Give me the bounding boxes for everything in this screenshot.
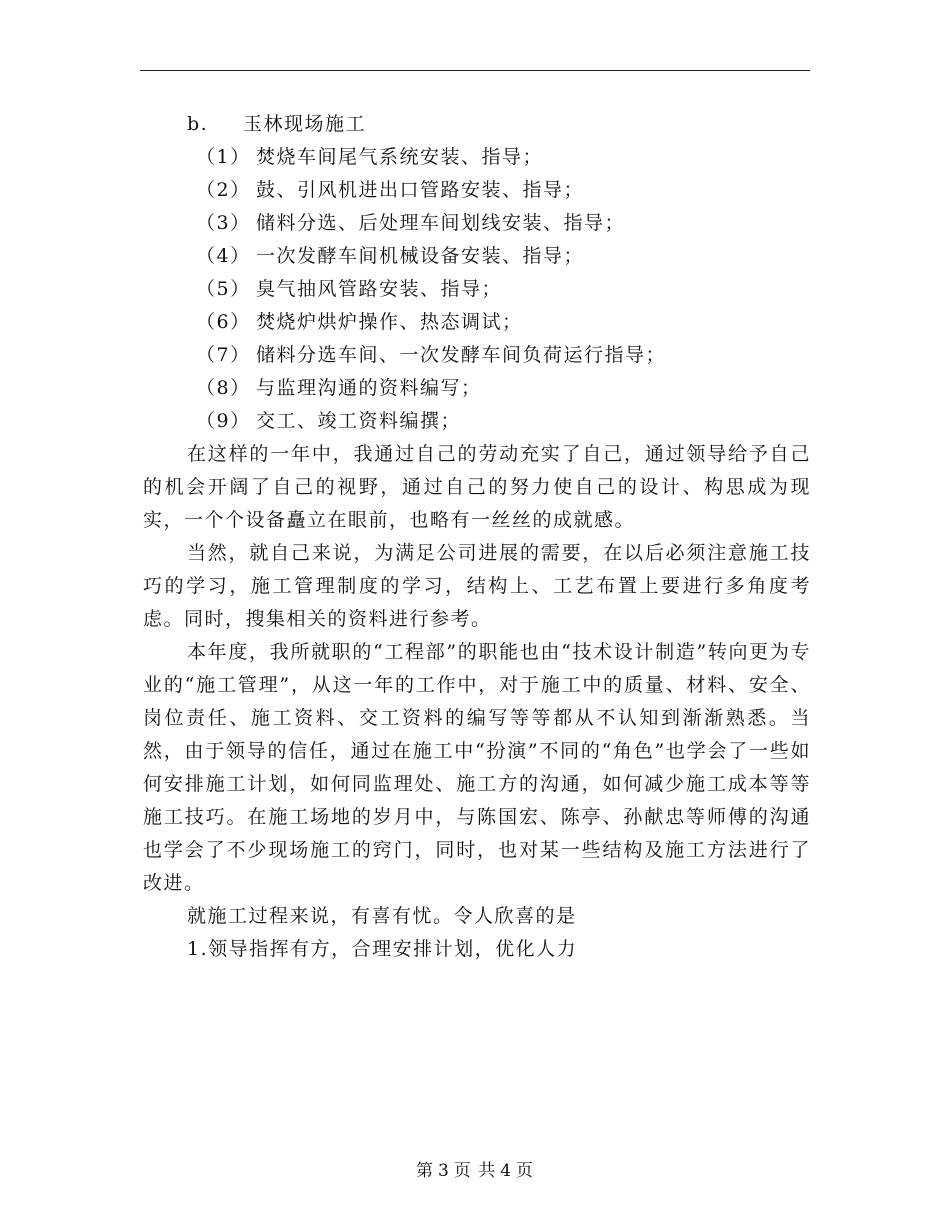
list-item: [143, 405, 811, 438]
item-text: 储料分选、后处理车间划线安装、指导；: [256, 212, 626, 234]
paragraph: 在这样的一年中，我通过自己的劳动充实了自己，通过领导给予自己的机会开阔了自己的视野，通过自己的努力使自己的设计、构思成为现实，一个个设备矗立在眼前，也略有一丝丝的成就感。: [143, 443, 811, 531]
item-text: 焚烧炉烘炉操作、热态调试；: [256, 311, 523, 333]
page-footer: [0, 1156, 950, 1181]
section-title: 玉林现场施工: [243, 113, 367, 135]
item-number: （2）: [196, 179, 251, 201]
list-item: [143, 141, 811, 174]
section-label: b.: [187, 113, 209, 135]
item-text: 鼓、引风机进出口管路安装、指导；: [256, 179, 585, 201]
item-number: （6）: [196, 311, 251, 333]
item-number: （8）: [196, 377, 251, 399]
list-item: [143, 306, 811, 339]
item-text: 臭气抽风管路安装、指导；: [256, 278, 503, 300]
paragraph: 1.领导指挥有方，合理安排计划，优化人力: [187, 938, 578, 960]
item-number: （5）: [196, 278, 251, 300]
item-number: （4）: [196, 245, 251, 267]
item-number: （7）: [196, 344, 251, 366]
footer-total-pages: 4: [500, 1161, 513, 1181]
paragraph: 当然，就自己来说，为满足公司进展的需要，在以后必须注意施工技巧的学习，施工管理制度的学习，结构上、工艺布置上要进行多角度考虑。同时，搜集相关的资料进行参考。: [143, 542, 811, 630]
item-text: 与监理沟通的资料编写；: [256, 377, 482, 399]
list-item: [143, 207, 811, 240]
header-rule: [140, 70, 810, 71]
item-text: 交工、竣工资料编撰；: [256, 410, 462, 432]
list-item: [143, 339, 811, 372]
section-heading: [143, 108, 811, 141]
footer-suffix: 页: [516, 1161, 535, 1181]
item-number: （9）: [196, 410, 251, 432]
item-number: （1）: [196, 146, 251, 168]
paragraph: 本年度，我所就职的“工程部”的职能也由“技术设计制造”转向更为专业的“施工管理”，从这一年的工作中，对于施工中的质量、材料、安全、岗位责任、施工资料、交工资料的编写等等都从不认知到渐渐熟悉。当然，由于领导的信任，通过在施工中“扮演”不同的“角色”也学会了一些如何安排施工计划，如何同监理处、施工方的沟通，如何减少施工成本等等施工技巧。在施工场地的岁月中，与陈国宏、陈亭、孙献忠等师傅的沟通也学会了不少现场施工的窍门，同时，也对某一些结构及施工方法进行了改进。: [143, 641, 811, 894]
item-text: 焚烧车间尾气系统安装、指导；: [256, 146, 544, 168]
footer-middle: 页 共: [453, 1161, 497, 1181]
item-number: （3）: [196, 212, 251, 234]
paragraph: 就施工过程来说，有喜有忧。令人欣喜的是: [187, 905, 577, 927]
list-item: [143, 174, 811, 207]
item-text: 储料分选车间、一次发酵车间负荷运行指导；: [256, 344, 667, 366]
footer-prefix: 第: [415, 1161, 434, 1181]
list-item: [143, 240, 811, 273]
item-text: 一次发酵车间机械设备安装、指导；: [256, 245, 585, 267]
list-item: [143, 273, 811, 306]
footer-page-number: 3: [437, 1161, 450, 1181]
list-item: [143, 372, 811, 405]
document-body: [143, 108, 811, 966]
